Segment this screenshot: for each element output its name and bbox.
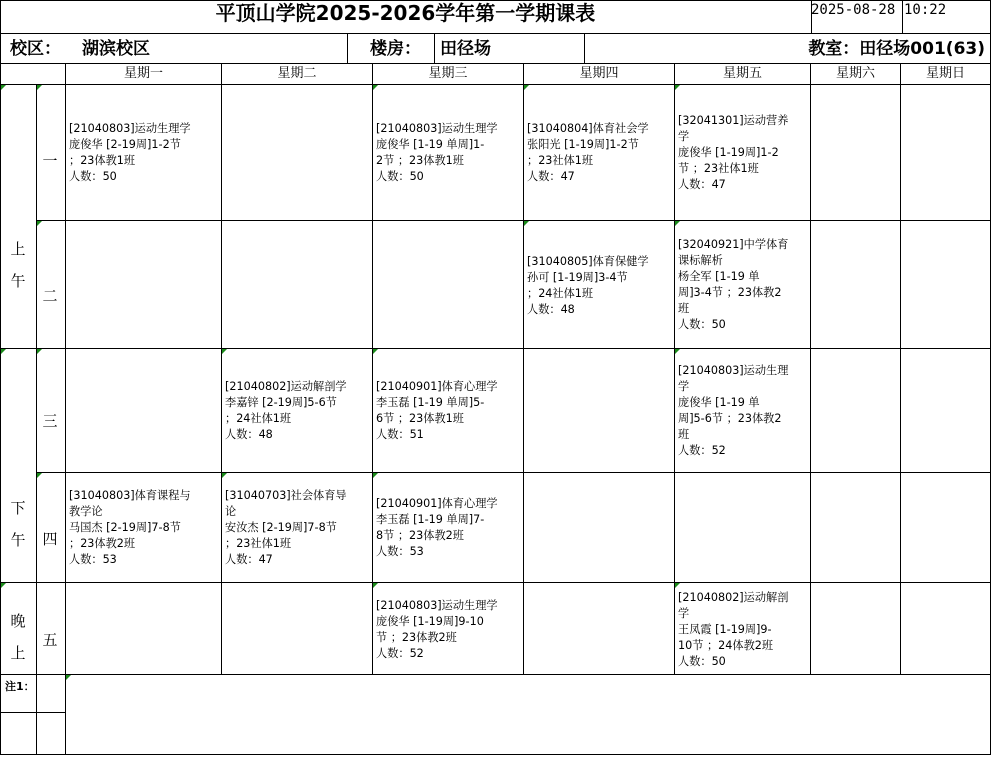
course-line: [31040703]社会体育导	[225, 489, 347, 502]
course-line: [21040803]运动生理学	[376, 599, 498, 612]
grid-line	[0, 33, 991, 34]
cell-marker	[675, 583, 680, 588]
grid-line	[434, 33, 435, 63]
cell-marker	[1, 349, 6, 354]
course-line: 班	[678, 302, 690, 315]
print-time: 10:22	[904, 2, 947, 18]
course-line: 10节 ；24体教2班	[678, 639, 774, 652]
grid-line	[0, 674, 991, 675]
course-line: 张阳光 [1-19周]1-2节	[527, 138, 639, 151]
day-header-wed: 星期三	[428, 66, 468, 81]
period-4: 四	[42, 530, 58, 548]
cell-marker	[373, 583, 378, 588]
day-header-mon: 星期一	[123, 66, 163, 81]
course-line: 人数：52	[678, 444, 726, 457]
cell-marker	[37, 473, 42, 478]
room-value: 教室：田径场001(63)	[808, 39, 985, 59]
building-value: 田径场	[440, 39, 491, 59]
cell-marker	[675, 85, 680, 90]
course-line: 李玉磊 [1-19 单周]5-	[376, 396, 485, 409]
cell-marker	[222, 349, 227, 354]
grid-line	[0, 348, 991, 349]
cell-marker	[222, 473, 227, 478]
course-line: [21040803]运动生理	[678, 364, 789, 377]
cell-marker	[675, 349, 680, 354]
course-cell[interactable]	[527, 254, 672, 318]
cell-marker	[675, 221, 680, 226]
period-5: 五	[42, 631, 58, 649]
course-cell[interactable]	[69, 121, 219, 185]
grid-line	[810, 63, 811, 674]
course-line: 庞俊华 [1-19周]9-10	[376, 615, 484, 628]
grid-line	[900, 63, 901, 674]
course-cell[interactable]	[678, 590, 808, 670]
course-line: [21040901]体育心理学	[376, 497, 498, 510]
course-cell[interactable]	[527, 121, 672, 185]
course-line: 节 ；23体教2班	[376, 631, 457, 644]
course-line: 王凤霞 [1-19周]9-	[678, 623, 772, 636]
course-cell[interactable]	[678, 113, 808, 193]
course-line: 人数：53	[69, 553, 117, 566]
grid-line	[36, 220, 991, 221]
course-line: 人数：53	[376, 545, 424, 558]
course-line: [21040802]运动解剖	[678, 591, 789, 604]
course-line: 李玉磊 [1-19 单周]7-	[376, 513, 485, 526]
course-line: 班	[678, 428, 690, 441]
course-line: 人数：48	[527, 303, 575, 316]
course-line: 人数：50	[678, 655, 726, 668]
course-line: 节 ；23社体1班	[678, 162, 759, 175]
course-line: 人数：52	[376, 647, 424, 660]
course-line: 学	[678, 380, 690, 393]
period-3: 三	[42, 412, 58, 430]
grid-line	[0, 0, 1, 755]
course-line: [21040803]运动生理学	[376, 122, 498, 135]
grid-line	[0, 712, 66, 713]
cell-marker	[1, 583, 6, 588]
session-char: 晚	[10, 612, 26, 630]
cell-marker	[524, 85, 529, 90]
grid-line	[36, 472, 991, 473]
day-header-sun: 星期日	[925, 66, 965, 81]
grid-line	[0, 754, 991, 755]
course-line: [21040802]运动解剖学	[225, 380, 347, 393]
session-char: 下	[10, 499, 26, 517]
course-line: 论	[225, 505, 237, 518]
cell-marker	[373, 85, 378, 90]
course-line: ；23体教1班	[69, 154, 136, 167]
course-line: ；23社体1班	[225, 537, 292, 550]
course-cell[interactable]	[225, 488, 370, 568]
course-cell[interactable]	[376, 121, 521, 185]
course-line: [32040921]中学体育	[678, 238, 789, 251]
course-cell[interactable]	[678, 363, 808, 459]
grid-line	[0, 84, 991, 85]
course-line: 周]3-4节 ；23体教2	[678, 286, 782, 299]
course-line: 课标解析	[678, 254, 723, 267]
print-date: 2025-08-28	[811, 2, 896, 18]
course-line: 李嘉锌 [2-19周]5-6节	[225, 396, 337, 409]
course-line: 学	[678, 130, 690, 143]
day-header-tue: 星期二	[277, 66, 317, 81]
course-cell[interactable]	[376, 379, 521, 443]
course-line: 人数：51	[376, 428, 424, 441]
session-afternoon	[2, 492, 34, 556]
course-line: 人数：50	[69, 170, 117, 183]
cell-marker	[37, 85, 42, 90]
course-line: 庞俊华 [1-19周]1-2	[678, 146, 779, 159]
session-char: 上	[10, 240, 26, 258]
course-line: [31040804]体育社会学	[527, 122, 649, 135]
session-morning	[2, 233, 34, 297]
grid-line	[902, 0, 903, 33]
session-char: 午	[10, 272, 26, 290]
building-label: 楼房：	[370, 39, 421, 59]
grid-line	[347, 33, 348, 63]
course-line: 学	[678, 607, 690, 620]
cell-marker	[37, 221, 42, 226]
day-header-sat: 星期六	[835, 66, 875, 81]
course-cell[interactable]	[225, 379, 370, 443]
course-line: 孙可 [1-19周]3-4节	[527, 271, 628, 284]
cell-marker	[524, 221, 529, 226]
course-line: 庞俊华 [1-19 单周]1-	[376, 138, 485, 151]
course-cell[interactable]	[69, 488, 219, 568]
course-cell[interactable]	[376, 496, 521, 560]
cell-marker	[66, 675, 71, 680]
grid-line	[65, 63, 66, 754]
course-line: 教学论	[69, 505, 103, 518]
session-evening	[2, 605, 34, 669]
note-label: 注1：	[5, 680, 35, 693]
course-line: 杨全军 [1-19 单	[678, 270, 760, 283]
course-line: 人数：47	[678, 178, 726, 191]
day-header-thu: 星期四	[579, 66, 619, 81]
course-line: 周]5-6节 ；23体教2	[678, 412, 782, 425]
session-char: 午	[10, 531, 26, 549]
course-line: [31040805]体育保健学	[527, 255, 649, 268]
course-line: 安汝杰 [2-19周]7-8节	[225, 521, 337, 534]
grid-line	[221, 63, 222, 674]
cell-marker	[373, 349, 378, 354]
course-line: [21040803]运动生理学	[69, 122, 191, 135]
course-cell[interactable]	[678, 237, 808, 333]
day-header-fri: 星期五	[722, 66, 762, 81]
grid-line	[0, 582, 991, 583]
course-line: ；24社体1班	[527, 287, 594, 300]
course-line: [31040803]体育课程与	[69, 489, 191, 502]
session-char: 上	[10, 644, 26, 662]
course-line: 人数：50	[376, 170, 424, 183]
course-line: 人数：47	[225, 553, 273, 566]
cell-marker	[1, 85, 6, 90]
grid-line	[584, 33, 585, 63]
course-cell[interactable]	[376, 598, 521, 662]
period-1: 一	[42, 152, 58, 170]
course-line: 马国杰 [2-19周]7-8节	[69, 521, 181, 534]
period-2: 二	[42, 287, 58, 305]
course-line: 8节 ；23体教2班	[376, 529, 464, 542]
course-line: ；24社体1班	[225, 412, 292, 425]
grid-line	[523, 63, 524, 674]
course-line: 2节 ；23体教1班	[376, 154, 464, 167]
course-line: 庞俊华 [2-19周]1-2节	[69, 138, 181, 151]
course-line: 人数：47	[527, 170, 575, 183]
course-line: 庞俊华 [1-19 单	[678, 396, 760, 409]
course-line: 人数：50	[678, 318, 726, 331]
course-line: 6节 ；23体教1班	[376, 412, 464, 425]
cell-marker	[373, 473, 378, 478]
course-line: ；23体教2班	[69, 537, 136, 550]
course-line: ；23社体1班	[527, 154, 594, 167]
page-title: 平顶山学院2025-2026学年第一学期课表	[215, 1, 596, 25]
campus-label: 校区：	[10, 39, 61, 59]
campus-value: 湖滨校区	[82, 39, 150, 59]
course-line: 人数：48	[225, 428, 273, 441]
course-line: [21040901]体育心理学	[376, 380, 498, 393]
course-line: [32041301]运动营养	[678, 114, 789, 127]
cell-marker	[37, 349, 42, 354]
